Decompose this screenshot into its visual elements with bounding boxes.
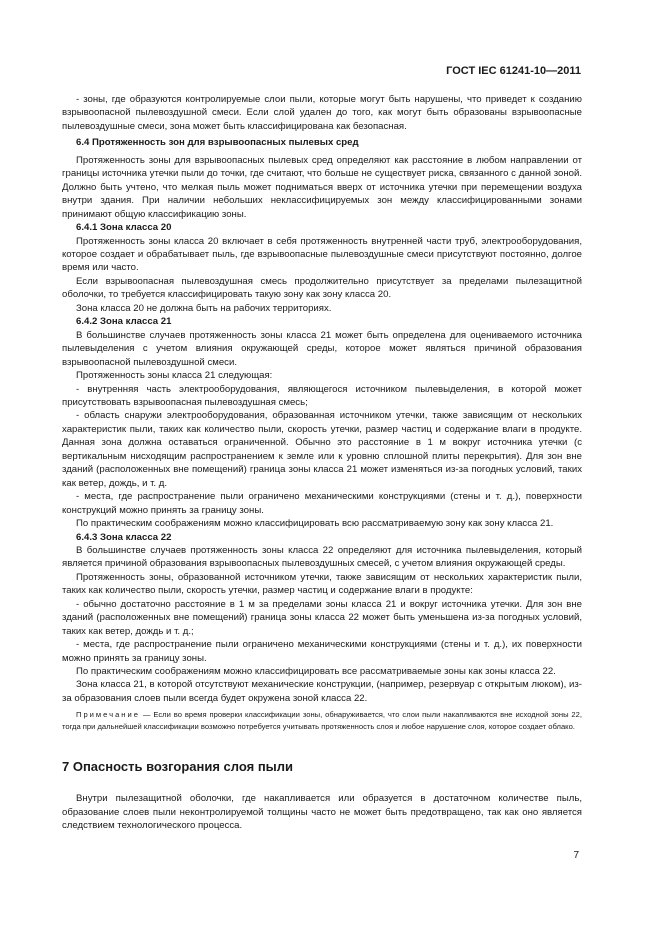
intro-paragraph: - зоны, где образуются контролируемые слои пыли, которые могут быть нарушены, что приведет к созданию взрывоопасной пылевоздушной смеси. Если слой удален до того, как могут быть образованы взрывоопасные пылевоздушные смеси, зона может быть классифицирована как безопасная. xyxy=(62,94,582,132)
section-6-4-2-paragraph: В большинстве случаев протяженность зоны класса 21 может быть определена для оцениваемого источника пылевыделения с учетом влияния окружающей среды, которое может являться причиной образования взрывоопасной пылевоздушной смеси. xyxy=(62,329,582,368)
section-6-4-2-paragraph: - внутренняя часть электрооборудования, являющегося источником пылевыделения, в которой может присутствовать взрывоопасная пылевоздушная смесь; xyxy=(62,383,582,408)
note-label: Примечание xyxy=(76,710,140,720)
note xyxy=(62,709,582,732)
section-6-4-1-paragraph: Если взрывоопасная пылевоздушная смесь продолжительно присутствует за пределами пылезащитной оболочки, то требуется классифицировать такую зону как зону класса 20. xyxy=(62,275,582,301)
section-6-4-2-heading: 6.4.2 Зона класса 21 xyxy=(76,316,172,328)
section-6-4-3-heading: 6.4.3 Зона класса 22 xyxy=(76,531,172,543)
section-6-4-3-paragraph: Протяженность зоны, образованной источником утечки, также зависящим от нескольких характеристик пыли, таких как количество пыли, скорость утечки, размер частиц и содержание влаги в продукте: xyxy=(62,571,582,597)
section-6-4-2-paragraph: По практическим соображениям можно классифицировать всю рассматриваемую зону как зону класса 21. xyxy=(76,518,554,530)
section-6-4-1-heading: 6.4.1 Зона класса 20 xyxy=(76,222,172,234)
section-6-4-heading: 6.4 Протяженность зон для взрывоопасных пылевых сред xyxy=(76,137,359,149)
section-6-4-3-paragraph: По практическим соображениям можно классифицировать все рассматриваемые зоны как зоны класса 22. xyxy=(76,666,556,678)
document-header: ГОСТ IEC 61241-10—2011 xyxy=(446,65,581,77)
section-6-4-1-paragraph: Зона класса 20 не должна быть на рабочих территориях. xyxy=(76,302,332,314)
section-6-4-3-paragraph: В большинстве случаев протяженность зоны класса 22 определяют для источника пылевыделения, который является причиной образования взрывоопасных пылевоздушных смесей, с учетом влияния окружающей среды. xyxy=(62,544,582,570)
section-6-4-paragraph: Протяженность зоны для взрывоопасных пылевых сред определяют как расстояние в любом направлении от границы источника утечки пыли до точки, где считают, что больше не существует риска, связанного с данной зоной. Должно быть учтено, что мелкая пыль может подниматься вверх от источника утечки при перемещении воздуха внутри здания. При наличии небольших неклассифицируемых зон между классифицированными зонами принимают общую классификацию зоны. xyxy=(62,154,582,220)
section-7-paragraph: Внутри пылезащитной оболочки, где накапливается или образуется в достаточном количестве пыль, образование слоев пыли неконтролируемой толщины часто не может быть предотвращено, так как оно является следствием технологического процесса. xyxy=(62,793,582,832)
section-6-4-3-paragraph: - места, где распространение пыли ограничено механическими конструкциями (стены и т. д.), их поверхности можно принять за границу зоны. xyxy=(62,639,582,664)
section-6-4-2-paragraph: Протяженность зоны класса 21 следующая: xyxy=(76,370,273,382)
section-6-4-2-paragraph: - область снаружи электрооборудования, образованная источником утечки, также зависящим от нескольких характеристик пыли, таких как количество пыли, скорость утечки, размер частиц и содержание влаги в продукте. Данная зона должна оставаться ограниченной. Обычно это расстояние в 1 м вокруг источника утечки (с вертикальным нисходящим распространением к земле или к уровню сплошной плиты перекрытия). Для зон вне зданий (расположенных вне помещений) граница зоны класса 21 может изменяться из-за погодных условий, таких как ветер, дождь, и т. д. xyxy=(62,410,582,489)
section-6-4-3-paragraph: Зона класса 21, в которой отсутствуют механические конструкции, (например, резервуар с открытым люком), из-за образования слоев пыли всегда будет окружена зоной класса 22. xyxy=(62,679,582,704)
note-text: — Если во время проверки классификации зоны, обнаруживается, что слои пыли накапливаются вне исходной зоны 22, тогда при дальнейшей классификации возможно потребуется учитывать протяженность слоя и любое нарушение слоя, которое создает облако. xyxy=(62,710,582,731)
page-number: 7 xyxy=(573,850,579,861)
page-body xyxy=(62,93,582,833)
section-6-4-1-paragraph: Протяженность зоны класса 20 включает в себя протяженность внутренней части труб, электрооборудования, которое создает и обрабатывает пыль, где взрывоопасные пылевоздушные смеси присутствуют постоянно, долгое время или часто. xyxy=(62,235,582,274)
section-6-4-2-paragraph: - места, где распространение пыли ограничено механическими конструкциями (стены и т. д.), поверхности конструкций можно принять за границу зоны. xyxy=(62,491,582,516)
section-7-heading: 7 Опасность возгорания слоя пыли xyxy=(62,759,294,775)
section-6-4-3-paragraph: - обычно достаточно расстояние в 1 м за пределами зоны класса 21 и вокруг источника утечки. Для зон вне зданий (расположенных вне помещений) граница зоны класса 22 может быть уменьшена из-за погодных условий, таких как ветер, дождь и т. д.; xyxy=(62,598,582,637)
